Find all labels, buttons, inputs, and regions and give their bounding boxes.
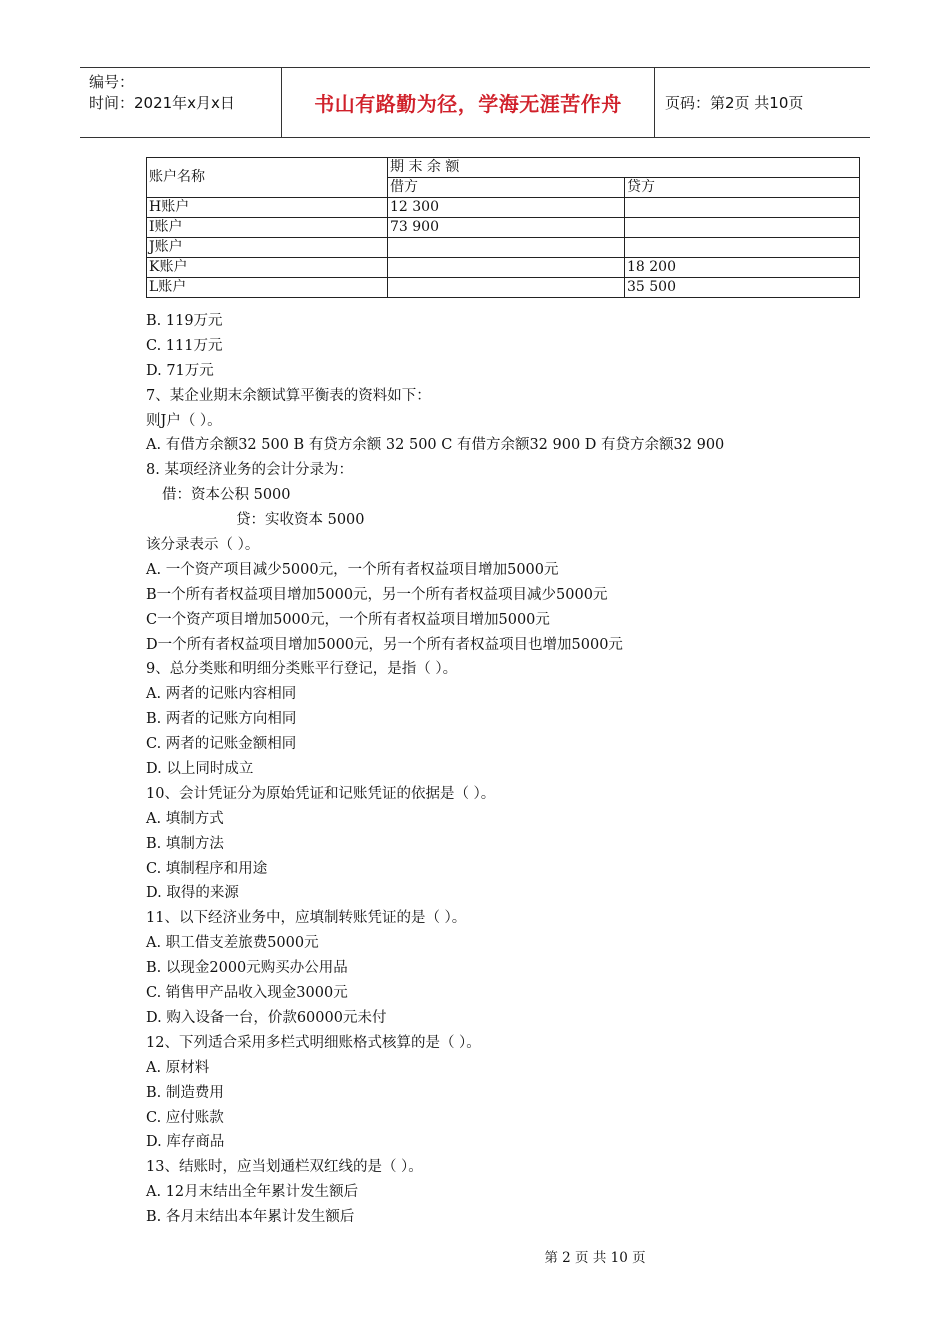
journal-credit-line: 贷：实收资本 5000 (236, 512, 365, 529)
footer-page-number: 第 2 页 共 10 页 (544, 1250, 646, 1266)
text-line: B. 两者的记账方向相同 (146, 711, 297, 728)
question-content (146, 309, 866, 1230)
cell-debit: 12 300 (388, 198, 625, 218)
header-motto: 书山有路勤为径，学海无涯苦作舟 (282, 68, 655, 137)
cell-debit (388, 238, 625, 258)
page-footer (0, 1246, 950, 1266)
col-debit: 借方 (388, 178, 625, 198)
text-line: B一个所有者权益项目增加5000元，另一个所有者权益项目减少5000元 (146, 586, 608, 603)
question-10: 10、会计凭证分为原始凭证和记账凭证的依据是（ ）。 (146, 785, 496, 802)
col-credit: 贷方 (625, 178, 860, 198)
text-line: A. 一个资产项目减少5000元，一个所有者权益项目增加5000元 (146, 561, 559, 578)
text-line: B. 各月末结出本年累计发生额后 (146, 1209, 355, 1226)
text-line: D. 库存商品 (146, 1134, 225, 1151)
cell-debit: 73 900 (388, 218, 625, 238)
table-row (147, 278, 860, 298)
header-meta (80, 68, 282, 137)
text-line: A. 12月末结出全年累计发生额后 (146, 1184, 359, 1201)
cell-debit (388, 258, 625, 278)
header-number: 编号： (89, 73, 135, 91)
text-line: 则J户（ ）。 (146, 412, 222, 429)
text-line: A. 有借方余额32 500 B 有贷方余额 32 500 C 有借方余额32 900 D 有贷方余额32 900 (146, 437, 725, 454)
cell-account: H账户 (147, 198, 388, 218)
cell-credit (625, 218, 860, 238)
table-row (147, 238, 860, 258)
text-line: D. 71万元 (146, 362, 214, 379)
text-line: A. 两者的记账内容相同 (146, 686, 297, 703)
table-row (147, 198, 860, 218)
text-line: A. 职工借支差旅费5000元 (146, 935, 319, 952)
text-line: C一个资产项目增加5000元，一个所有者权益项目增加5000元 (146, 611, 550, 628)
question-12: 12、下列适合采用多栏式明细账格式核算的是（ ）。 (146, 1034, 481, 1051)
question-9: 9、总分类账和明细分类账平行登记，是指（ ）。 (146, 661, 458, 678)
text-line: B. 以现金2000元购买办公用品 (146, 960, 348, 977)
table-row (147, 218, 860, 238)
text-line: C. 两者的记账金额相同 (146, 736, 297, 753)
journal-debit-line: 借：资本公积 5000 (162, 487, 291, 504)
text-line: A. 原材料 (146, 1059, 210, 1076)
text-line: C. 销售甲产品收入现金3000元 (146, 985, 348, 1002)
text-line: D. 购入设备一台，价款60000元未付 (146, 1009, 387, 1026)
balance-table (146, 157, 860, 298)
cell-account: I账户 (147, 218, 388, 238)
question-7: 7、某企业期末余额试算平衡表的资料如下： (146, 387, 431, 404)
text-line: C. 填制程序和用途 (146, 860, 268, 877)
text-line: B. 制造费用 (146, 1084, 224, 1101)
table-row (147, 258, 860, 278)
text-line: C. 111万元 (146, 337, 223, 354)
text-line: 该分录表示（ ）。 (146, 537, 260, 554)
cell-credit: 35 500 (625, 278, 860, 298)
text-line: C. 应付账款 (146, 1109, 224, 1126)
table-header-row (147, 158, 860, 178)
cell-account: J账户 (147, 238, 388, 258)
cell-account: K账户 (147, 258, 388, 278)
cell-credit: 18 200 (625, 258, 860, 278)
text-line: D. 取得的来源 (146, 885, 239, 902)
cell-debit (388, 278, 625, 298)
page-header (80, 67, 870, 138)
cell-credit (625, 238, 860, 258)
cell-credit (625, 198, 860, 218)
cell-account: L账户 (147, 278, 388, 298)
question-11: 11、以下经济业务中，应填制转账凭证的是（ ）。 (146, 910, 467, 927)
col-period-end-balance: 期 末 余 额 (388, 158, 860, 178)
text-line: D一个所有者权益项目增加5000元，另一个所有者权益项目也增加5000元 (146, 636, 623, 653)
text-line: A. 填制方式 (146, 810, 224, 827)
text-line: B. 119万元 (146, 313, 223, 329)
question-13: 13、结账时，应当划通栏双红线的是（ ）。 (146, 1159, 423, 1176)
col-account-name: 账户名称 (147, 158, 388, 198)
header-date: 时间：2021年x月x日 (89, 94, 235, 112)
header-page-info: 页码：第2页 共10页 (665, 94, 804, 112)
question-8: 8. 某项经济业务的会计分录为： (146, 462, 353, 479)
text-line: D. 以上同时成立 (146, 761, 254, 778)
text-line: B. 填制方法 (146, 835, 224, 852)
